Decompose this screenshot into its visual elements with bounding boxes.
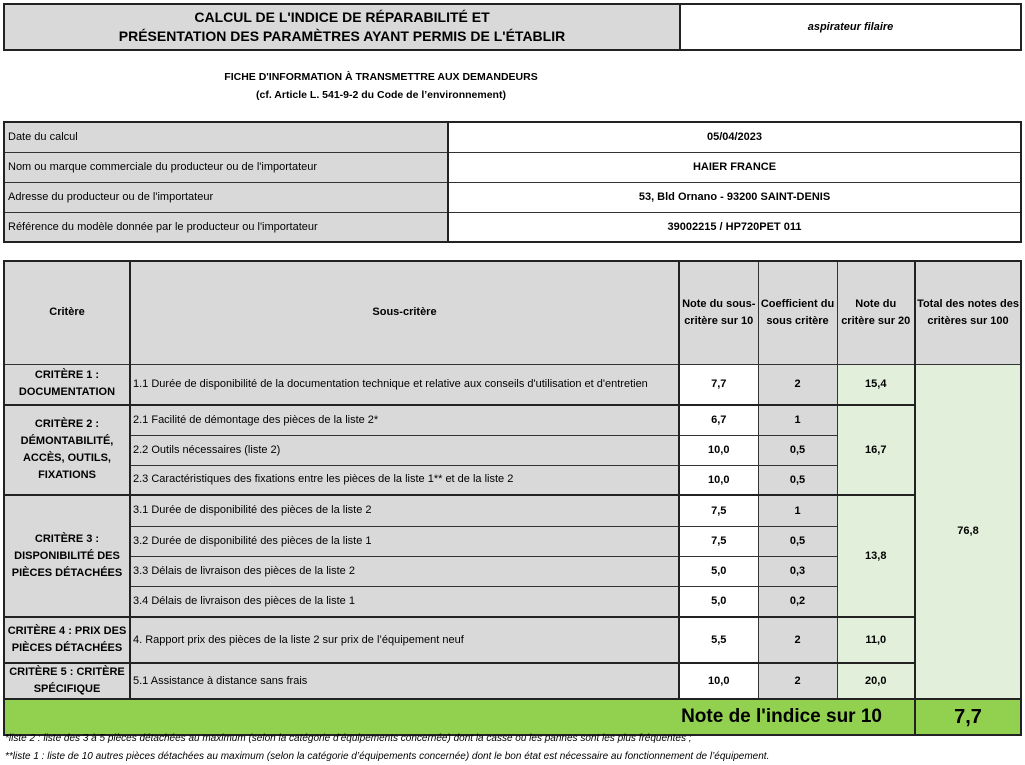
criterion-name: CRITÈRE 3 : DISPONIBILITÉ DES PIÈCES DÉTACHÉES — [4, 495, 130, 617]
info-row — [4, 152, 1021, 182]
fiche-subtitle — [0, 68, 762, 104]
title-line-1: CALCUL DE L'INDICE DE RÉPARABILITÉ ET — [194, 9, 490, 25]
criterion-note: 13,8 — [837, 495, 915, 617]
sub-criterion-label: 3.3 Délais de livraison des pièces de la liste 2 — [130, 556, 679, 586]
info-table — [3, 121, 1022, 243]
sub-criterion-coef: 0,3 — [758, 556, 837, 586]
sub-criterion-note: 10,0 — [679, 465, 758, 495]
table-row — [4, 405, 1021, 435]
criterion-note: 15,4 — [837, 364, 915, 405]
info-label: Nom ou marque commerciale du producteur ou de l'importateur — [4, 152, 448, 182]
sub-criterion-label: 3.4 Délais de livraison des pièces de la liste 1 — [130, 586, 679, 617]
criterion-name: CRITÈRE 5 : CRITÈRE SPÉCIFIQUE — [4, 663, 130, 699]
total-score: 76,8 — [915, 364, 1021, 699]
footnote-1: *liste 2 : liste des 3 à 5 pièces détachées au maximum (selon la catégorie d’équipements concernée) dont la casse ou les pannes sont les plus fréquentes ; — [5, 733, 692, 744]
info-value: 39002215 / HP720PET 011 — [448, 212, 1021, 242]
sub-criterion-label: 3.1 Durée de disponibilité des pièces de la liste 2 — [130, 495, 679, 526]
table-row — [4, 663, 1021, 699]
sub-criterion-note: 10,0 — [679, 435, 758, 465]
sub-criterion-coef: 0,5 — [758, 465, 837, 495]
criterion-name: CRITÈRE 1 : DOCUMENTATION — [4, 364, 130, 405]
criterion-note: 20,0 — [837, 663, 915, 699]
col-coef: Coefficient du sous critère — [758, 261, 837, 364]
sub-criterion-note: 7,5 — [679, 526, 758, 556]
table-row — [4, 495, 1021, 526]
fiche-line-2: (cf. Article L. 541-9-2 du Code de l’environnement) — [256, 89, 506, 101]
col-total: Total des notes des critères sur 100 — [915, 261, 1021, 364]
sub-criterion-coef: 0,5 — [758, 526, 837, 556]
sub-criterion-label: 3.2 Durée de disponibilité des pièces de la liste 1 — [130, 526, 679, 556]
sub-criterion-label: 2.3 Caractéristiques des fixations entre les pièces de la liste 1** et de la liste 2 — [130, 465, 679, 495]
info-label: Adresse du producteur ou de l'importateur — [4, 182, 448, 212]
info-row — [4, 122, 1021, 152]
info-value: 05/04/2023 — [448, 122, 1021, 152]
index-value: 7,7 — [915, 699, 1021, 735]
sub-criterion-label: 5.1 Assistance à distance sans frais — [130, 663, 679, 699]
sub-criterion-note: 5,0 — [679, 556, 758, 586]
page-title — [5, 5, 681, 49]
sub-criterion-note: 10,0 — [679, 663, 758, 699]
header — [3, 3, 1022, 51]
score-table — [3, 260, 1022, 736]
sub-criterion-coef: 0,5 — [758, 435, 837, 465]
sub-criterion-coef: 2 — [758, 364, 837, 405]
sub-criterion-note: 5,5 — [679, 617, 758, 663]
criterion-note: 16,7 — [837, 405, 915, 495]
sub-criterion-coef: 1 — [758, 405, 837, 435]
table-row — [4, 617, 1021, 663]
index-row — [4, 699, 1021, 735]
sub-criterion-note: 7,7 — [679, 364, 758, 405]
sub-criterion-note: 7,5 — [679, 495, 758, 526]
criterion-note: 11,0 — [837, 617, 915, 663]
col-sous-critere: Sous-critère — [130, 261, 679, 364]
table-row — [4, 364, 1021, 405]
info-value: HAIER FRANCE — [448, 152, 1021, 182]
sub-criterion-label: 2.1 Facilité de démontage des pièces de la liste 2* — [130, 405, 679, 435]
col-note-sous: Note du sous-critère sur 10 — [679, 261, 758, 364]
sub-criterion-label: 1.1 Durée de disponibilité de la documentation technique et relative aux conseils d'utilisation et d'entretien — [130, 364, 679, 405]
info-label: Référence du modèle donnée par le producteur ou l'importateur — [4, 212, 448, 242]
sub-criterion-label: 4. Rapport prix des pièces de la liste 2 sur prix de l’équipement neuf — [130, 617, 679, 663]
index-label: Note de l'indice sur 10 — [4, 699, 915, 735]
footnote-2: **liste 1 : liste de 10 autres pièces détachées au maximum (selon la catégorie d’équipements concernée) dont le bon état est nécessaire au fonctionnement de l’équipement. — [5, 751, 770, 762]
fiche-line-1: FICHE D'INFORMATION À TRANSMETTRE AUX DEMANDEURS — [224, 71, 538, 83]
info-row — [4, 212, 1021, 242]
info-row — [4, 182, 1021, 212]
sub-criterion-coef: 0,2 — [758, 586, 837, 617]
criterion-name: CRITÈRE 4 : PRIX DES PIÈCES DÉTACHÉES — [4, 617, 130, 663]
title-line-2: PRÉSENTATION DES PARAMÈTRES AYANT PERMIS DE L'ÉTABLIR — [118, 28, 566, 44]
info-label: Date du calcul — [4, 122, 448, 152]
col-note-critere: Note du critère sur 20 — [837, 261, 915, 364]
sub-criterion-label: 2.2 Outils nécessaires (liste 2) — [130, 435, 679, 465]
sub-criterion-note: 6,7 — [679, 405, 758, 435]
sub-criterion-coef: 2 — [758, 617, 837, 663]
sub-criterion-coef: 1 — [758, 495, 837, 526]
sub-criterion-note: 5,0 — [679, 586, 758, 617]
info-value: 53, Bld Ornano - 93200 SAINT-DENIS — [448, 182, 1021, 212]
sub-criterion-coef: 2 — [758, 663, 837, 699]
col-critere: Critère — [4, 261, 130, 364]
product-category: aspirateur filaire — [807, 21, 894, 33]
criterion-name: CRITÈRE 2 : DÉMONTABILITÉ, ACCÈS, OUTILS, FIXATIONS — [4, 405, 130, 495]
